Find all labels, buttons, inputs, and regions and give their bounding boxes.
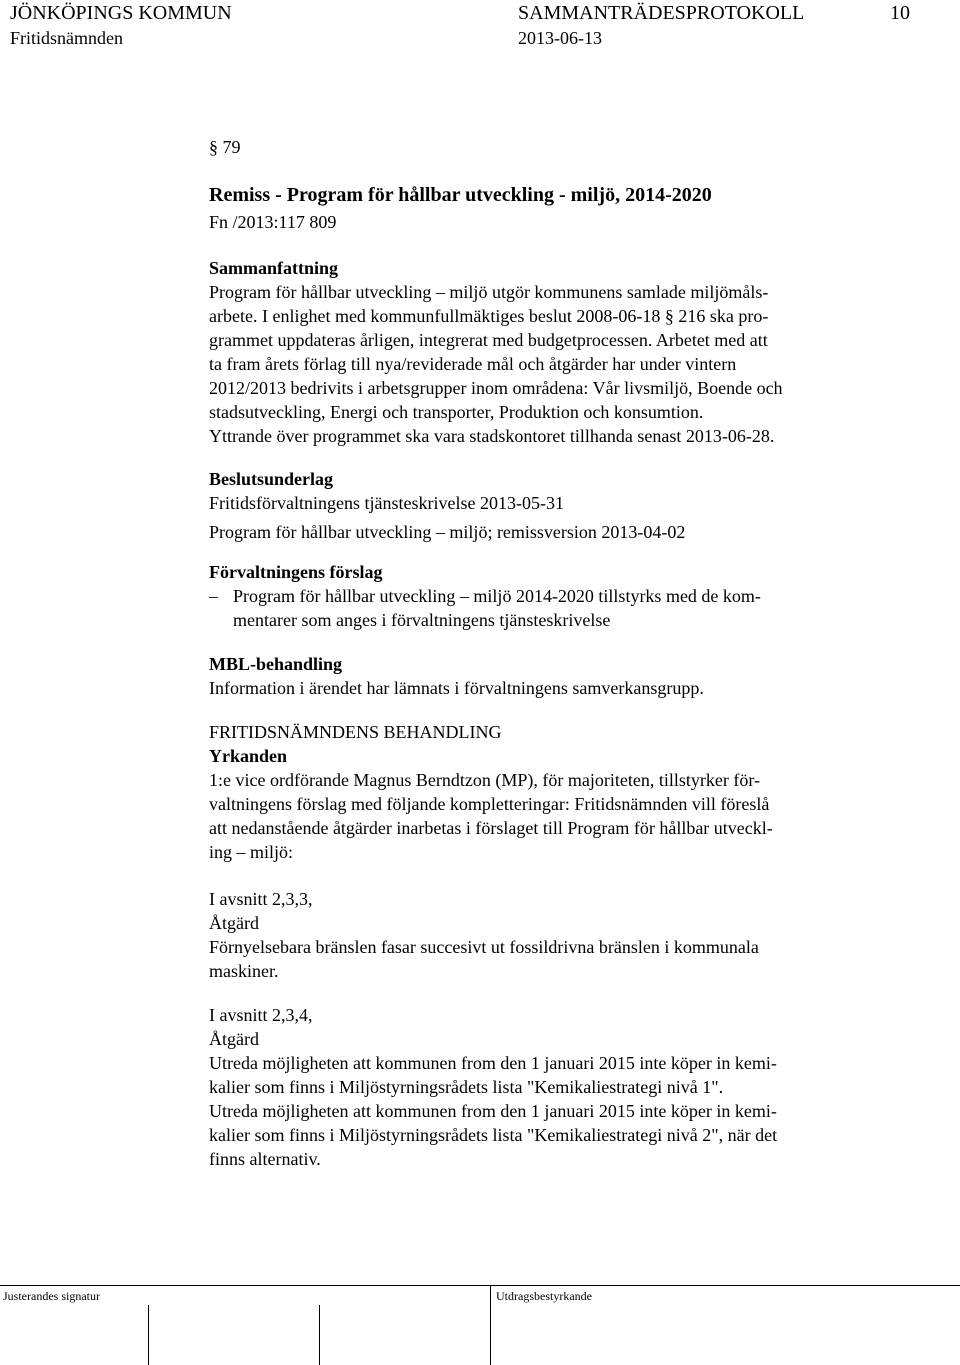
section-heading-behandling: FRITIDSNÄMNDENS BEHANDLING [209,722,502,742]
text-line: mentarer som anges i förvaltningens tjänsteskrivelse [233,610,611,630]
avsnitt-text [209,1051,777,1171]
header-committee: Fritidsnämnden [10,28,123,48]
text-line: Förnyelsebara bränslen fasar succesivt ut fossildrivna bränslen i kommunala [209,937,759,957]
text-line: grammet uppdateras årligen, integrerat med budgetprocessen. Arbetet med att [209,330,768,350]
text-line: kalier som finns i Miljöstyrningsrådets lista "Kemikaliestrategi nivå 2", när det [209,1125,778,1145]
signature-box-divider [148,1305,149,1365]
atgard-label: Åtgärd [209,913,259,933]
text-line: Program för hållbar utveckling – miljö utgör kommunens samlade miljömåls- [209,282,769,302]
extract-label: Utdragsbestyrkande [496,1289,592,1303]
text-line: 1:e vice ordförande Magnus Berndtzon (MP), för majoriteten, tillstyrker för- [209,770,760,790]
text-line: valtningens förslag med följande kompletteringar: Fritidsnämnden vill föreslå [209,794,770,814]
beslutsunderlag-item: Fritidsförvaltningens tjänsteskrivelse 2013-05-31 [209,493,564,513]
forslag-text [233,584,761,632]
text-line: ing – miljö: [209,842,294,862]
paragraph-number-value: 79 [222,137,241,157]
page-title: Remiss - Program för hållbar utveckling - miljö, 2014-2020 [209,184,712,206]
signature-box-divider [490,1285,491,1365]
text-line: Program för hållbar utveckling – miljö 2014-2020 tillstyrks med de kom- [233,586,761,606]
yrkanden-text [209,768,773,864]
header-page-number: 10 [890,2,910,24]
text-line: att nedanstående åtgärder inarbetas i förslaget till Program för hållbar utveckl- [209,818,773,838]
header-org: JÖNKÖPINGS KOMMUN [10,2,232,24]
section-heading-beslutsunderlag: Beslutsunderlag [209,469,334,489]
paragraph-number: § 79 [209,137,241,157]
signature-box-divider [319,1305,320,1365]
avsnitt-ref: I avsnitt 2,3,3, [209,889,313,909]
text-line: stadsutveckling, Energi och transporter, Produktion och konsumtion. [209,402,704,422]
section-heading-sammanfattning: Sammanfattning [209,258,339,278]
text-line: kalier som finns i Miljöstyrningsrådets lista "Kemikaliestrategi nivå 1". [209,1077,724,1097]
text-line: arbete. I enlighet med kommunfullmäktiges beslut 2008-06-18 § 216 ska pro- [209,306,769,326]
text-line: Utreda möjligheten att kommunen from den 1 januari 2015 inte köper in kemi- [209,1053,777,1073]
footer-divider [0,1285,960,1286]
header-date: 2013-06-13 [518,28,602,48]
subheading-yrkanden: Yrkanden [209,746,288,766]
text-line: finns alternativ. [209,1149,321,1169]
atgard-label: Åtgärd [209,1029,259,1049]
case-reference: Fn /2013:117 809 [209,212,337,232]
sammanfattning-text [209,280,783,448]
mbl-text: Information i ärendet har lämnats i förvaltningens samverkansgrupp. [209,678,704,698]
avsnitt-ref: I avsnitt 2,3,4, [209,1005,313,1025]
section-heading-mbl: MBL-behandling [209,654,343,674]
text-line: ta fram årets förlag till nya/reviderade mål och åtgärder har under vintern [209,354,737,374]
text-line: Utreda möjligheten att kommunen from den 1 januari 2015 inte köper in kemi- [209,1101,777,1121]
header-doc-type: SAMMANTRÄDESPROTOKOLL [518,2,805,24]
text-line: Yttrande över programmet ska vara stadskontoret tillhanda senast 2013-06-28. [209,426,775,446]
avsnitt-text [209,935,759,983]
section-heading-forslag: Förvaltningens förslag [209,562,383,582]
signature-label: Justerandes signatur [3,1289,100,1303]
forslag-bullet: – [209,586,218,606]
text-line: 2012/2013 bedrivits i arbetsgrupper inom områdena: Vår livsmiljö, Boende och [209,378,783,398]
beslutsunderlag-item: Program för hållbar utveckling – miljö; remissversion 2013-04-02 [209,522,686,542]
text-line: maskiner. [209,961,279,981]
